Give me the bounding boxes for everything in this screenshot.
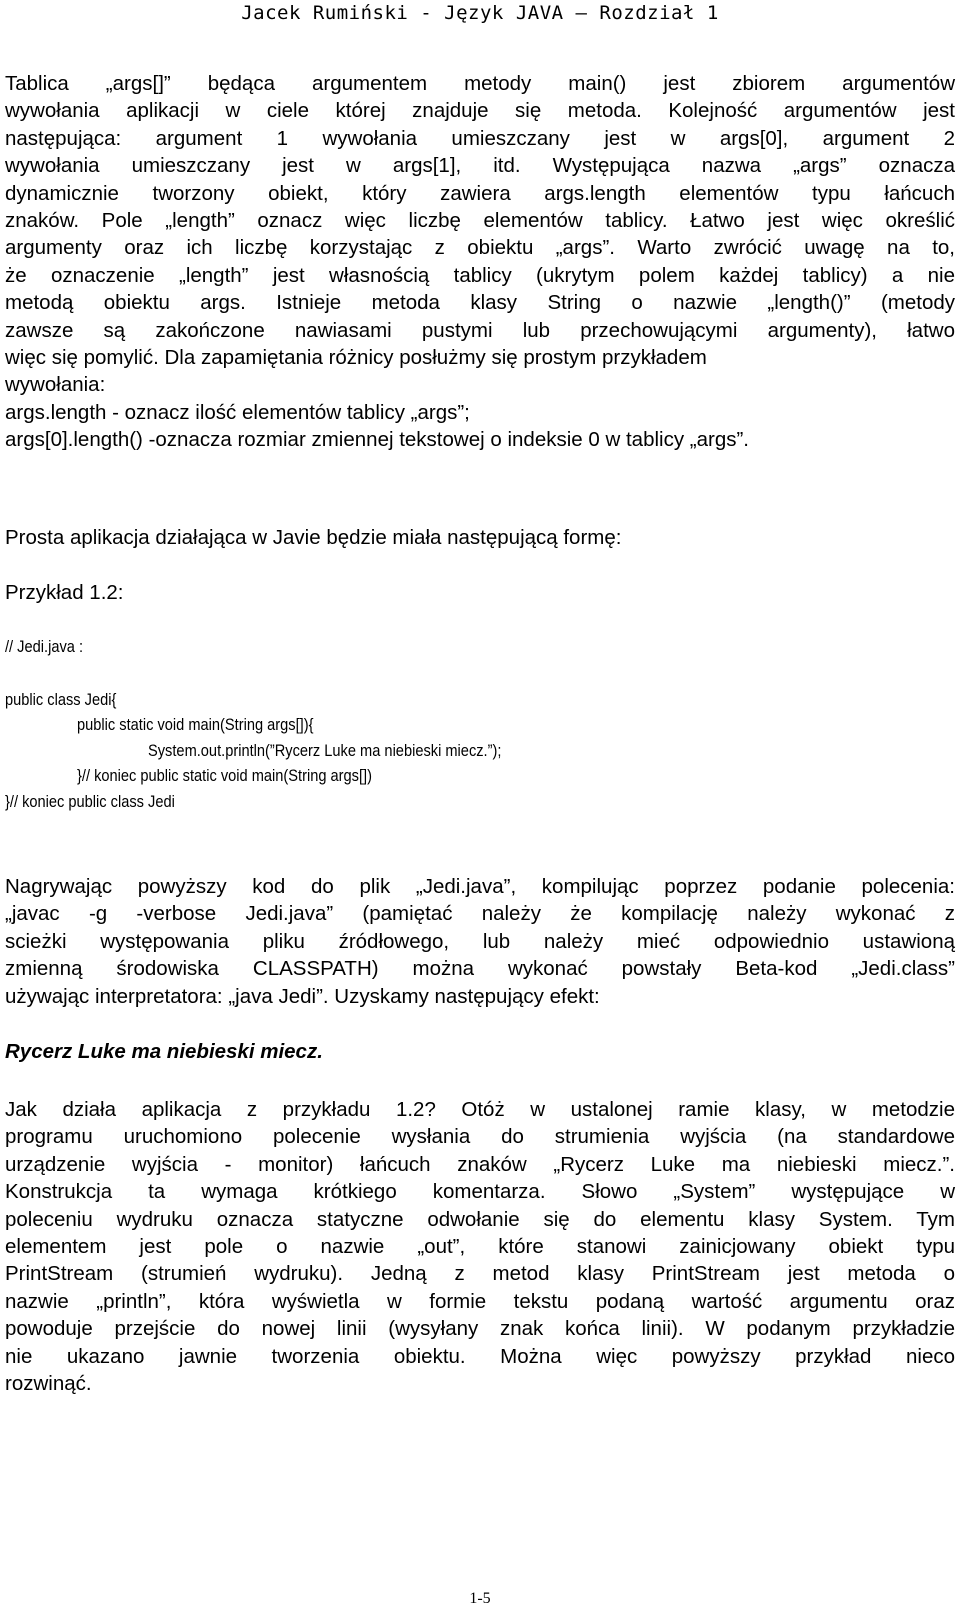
code-line-println: System.out.println(”Rycerz Luke ma niebieski miecz.”); — [148, 741, 502, 760]
text-line: zawsze są zakończone nawiasami pustymi lub przechowującymi argumenty), łatwo — [5, 318, 955, 342]
text-line: wywołania aplikacji w ciele której znajduje się metoda. Kolejność argumentów jest — [5, 99, 955, 123]
text-line: więc się pomylić. Dla zapamiętania różnicy posłużmy się prostym przykładem — [5, 346, 707, 370]
program-output: Rycerz Luke ma niebieski miecz. — [5, 1040, 323, 1063]
paragraph-args-description — [5, 70, 955, 454]
text-line: że oznaczenie „length” jest własnością tablicy (ukrytym polem każdej tablicy) a nie — [5, 263, 955, 287]
text-line: metodą obiektu args. Istnieje metoda klasy String o nazwie „length()” (metody — [5, 291, 955, 315]
text-line: programu uruchomiono polecenie wysłania do strumienia wyjścia (na standardowe — [5, 1125, 955, 1149]
text-line: znaków. Pole „length” oznacz więc liczbę elementów tablicy. Łatwo jest więc określić — [5, 209, 955, 233]
text-line: scieżki występowania pliku źródłowego, lub należy mieć odpowiednio ustawioną — [5, 929, 955, 953]
text-line: Nagrywając powyższy kod do plik „Jedi.java”, kompilując poprzez podanie polecenia: — [5, 875, 955, 898]
page-number: 1-5 — [469, 1590, 491, 1607]
text-line: „javac -g -verbose Jedi.java” (pamiętać należy że kompilację należy wykonać z — [5, 902, 955, 926]
text-line: używając interpretatora: „java Jedi”. Uzyskamy następujący efekt: — [5, 984, 600, 1008]
text-line: poleceniu wydruku oznacza statyczne odwołanie się do elementu klasy System. Tym — [5, 1207, 955, 1231]
code-line-comment: // Jedi.java : — [5, 637, 84, 656]
paragraph-compilation — [5, 873, 955, 1010]
code-line-class-end: }// koniec public class Jedi — [5, 792, 175, 811]
text-line: urządzenie wyjścia - monitor) łańcuch znaków „Rycerz Luke ma niebieski miecz.”. — [5, 1152, 955, 1176]
text-line: powoduje przejście do nowej linii (wysyłany znak końca linii). W podanym przykładzie — [5, 1317, 955, 1341]
intro-line: Prosta aplikacja działająca w Javie będzie miała następującą formę: — [5, 526, 622, 549]
text-line: wywołania: — [5, 373, 106, 397]
text-line: zmienną środowiska CLASSPATH) można wykonać powstały Beta-kod „Jedi.class” — [5, 957, 955, 981]
text-line: args[0].length() -oznacza rozmiar zmiennej tekstowej o indeksie 0 w tablicy „args”. — [5, 428, 749, 452]
text-line: Konstrukcja ta wymaga krótkiego komentarza. Słowo „System” występujące w — [5, 1180, 955, 1204]
text-line: PrintStream (strumień wydruku). Jedną z metod klasy PrintStream jest metoda o — [5, 1262, 955, 1286]
text-line: dynamicznie tworzony obiekt, który zawiera args.length elementów typu łańcuch — [5, 181, 955, 205]
running-header: Jacek Rumiński - Język JAVA – Rozdział 1 — [241, 2, 719, 24]
text-line: args.length - oznacz ilość elementów tablicy „args”; — [5, 400, 470, 424]
text-line: następująca: argument 1 wywołania umieszczany jest w args[0], argument 2 — [5, 126, 955, 150]
text-line: elementem jest pole o nazwie „out”, które stanowi zainicjowany obiekt typu — [5, 1235, 955, 1259]
code-line-class: public class Jedi{ — [5, 690, 117, 709]
text-line: rozwinąć. — [5, 1372, 92, 1396]
code-line-main-end: }// koniec public static void main(String args[]) — [77, 766, 372, 785]
text-line: wywołania umieszczany jest w args[1], itd. Występująca nazwa „args” oznacza — [5, 154, 955, 178]
text-line: nie ukazano jawnie tworzenia obiektu. Można więc powyższy przykład nieco — [5, 1344, 955, 1368]
text-line: Jak działa aplikacja z przykładu 1.2? Otóż w ustalonej ramie klasy, w metodzie — [5, 1098, 955, 1121]
example-label: Przykład 1.2: — [5, 581, 124, 604]
text-line: argumenty oraz ich liczbę korzystając z obiektu „args”. Warto zwrócić uwagę na to, — [5, 236, 955, 260]
text-line: Tablica „args[]” będąca argumentem metody main() jest zbiorem argumentów — [5, 72, 955, 95]
text-line: nazwie „println”, która wyświetla w formie tekstu podaną wartość argumentu oraz — [5, 1289, 955, 1313]
code-line-main: public static void main(String args[]){ — [77, 715, 314, 734]
paragraph-explanation — [5, 1096, 955, 1397]
